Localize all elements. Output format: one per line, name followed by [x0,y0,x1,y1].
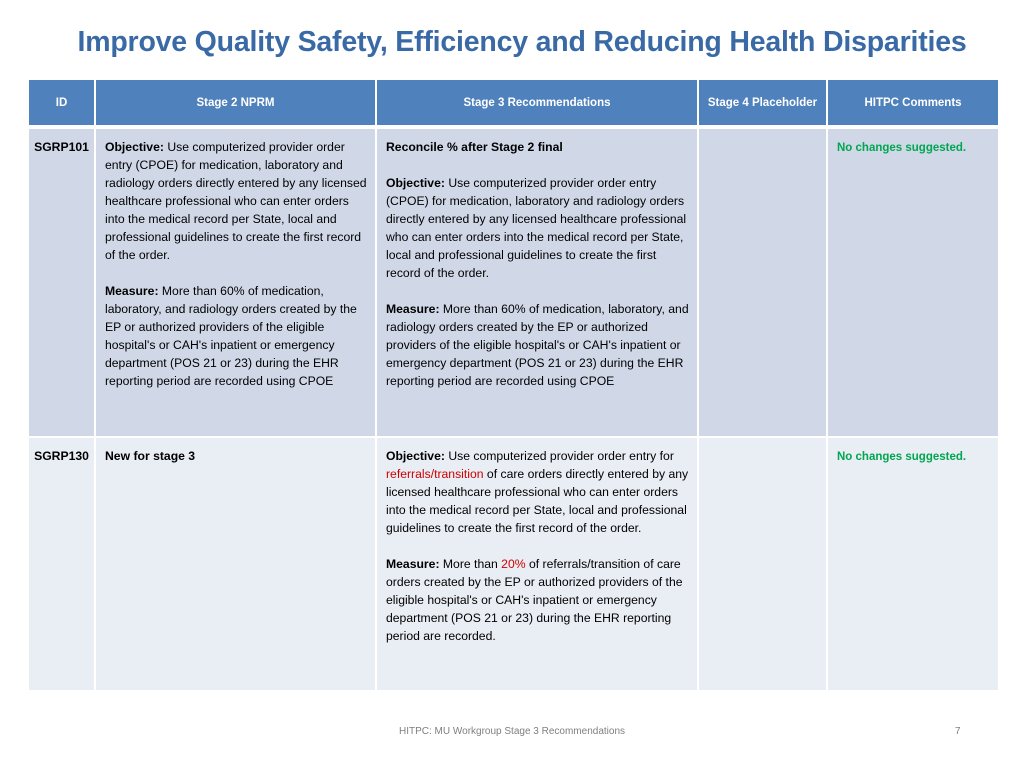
stage3-measure [386,555,689,645]
measure-label: Measure: [105,284,159,298]
stage3-cell [376,437,698,691]
comment-text: No changes suggested. [837,142,967,154]
comment-text: No changes suggested. [837,451,967,463]
stage2-cell [95,127,376,437]
objective-text-part1: Use computerized provider order entry for [444,449,674,463]
header-stage2-nprm: Stage 2 NPRM [95,79,376,127]
measure-highlight: 20% [501,557,526,571]
stage4-cell [698,127,827,437]
stage3-cell [376,127,698,437]
objective-text: Use computerized provider order entry (CPOE) for medication, laboratory and radiology orders directly entered by any licensed healthcare professional who can enter orders into the medical record per State, local and professional guidelines to create the first record of the order. [105,140,367,262]
stage2-heading: New for stage 3 [105,449,196,463]
measure-label: Measure: [386,557,440,571]
measure-text: More than 60% of medication, laboratory, and radiology orders created by the EP or authorized providers of the eligible hospital's or CAH's inpatient or emergency department (POS 21 or 23) during the EHR reporting period are recorded using CPOE [386,302,689,388]
stage3-objective [386,447,689,537]
stage4-cell [698,437,827,691]
stage3-measure [386,300,689,390]
measure-label: Measure: [386,302,440,316]
objective-text-part2: of care orders directly entered by any licensed healthcare professional who can enter orders into the medical record per State, local and professional guidelines to create the first record of the order. [386,467,689,535]
measure-text: More than 60% of medication, laboratory, and radiology orders created by the EP or authorized providers of the eligible hospital's or CAH's inpatient or emergency department (POS 21 or 23) during the EHR reporting period are recorded using CPOE [105,284,357,388]
table-header-row [28,79,999,127]
measure-text-part1: More than [439,557,502,571]
table-row [28,127,999,437]
row-id-cell: SGRP101 [28,127,95,437]
recommendations-table [27,78,1000,692]
objective-label: Objective: [105,140,164,154]
slide-title: Improve Quality Safety, Efficiency and Reducing Health Disparities [77,26,967,58]
stage2-measure [105,282,367,390]
objective-label: Objective: [386,449,445,463]
header-stage3-recommendations: Stage 3 Recommendations [376,79,698,127]
objective-highlight: referrals/transition [386,467,484,481]
objective-text: Use computerized provider order entry (CPOE) for medication, laboratory and radiology orders directly entered by any licensed healthcare professional who can enter orders into the medical record per State, local and professional guidelines to create the first record of the order. [386,176,687,280]
stage3-heading: Reconcile % after Stage 2 final [386,140,563,154]
stage2-objective [105,138,367,264]
stage3-objective [386,174,689,282]
page-number: 7 [955,726,961,737]
comment-cell [827,437,999,691]
measure-text-part2: of referrals/transition of care orders created by the EP or authorized providers of the eligible hospital's or CAH's inpatient or emergency department (POS 21 or 23) during the EHR reporting period are recorded. [386,557,683,643]
header-hitpc-comments: HITPC Comments [827,79,999,127]
row-id-cell: SGRP130 [28,437,95,691]
table-row [28,437,999,691]
header-id: ID [28,79,95,127]
footer-text: HITPC: MU Workgroup Stage 3 Recommendations [398,726,625,737]
stage2-cell [95,437,376,691]
objective-label: Objective: [386,176,445,190]
header-stage4-placeholder: Stage 4 Placeholder [698,79,827,127]
comment-cell [827,127,999,437]
